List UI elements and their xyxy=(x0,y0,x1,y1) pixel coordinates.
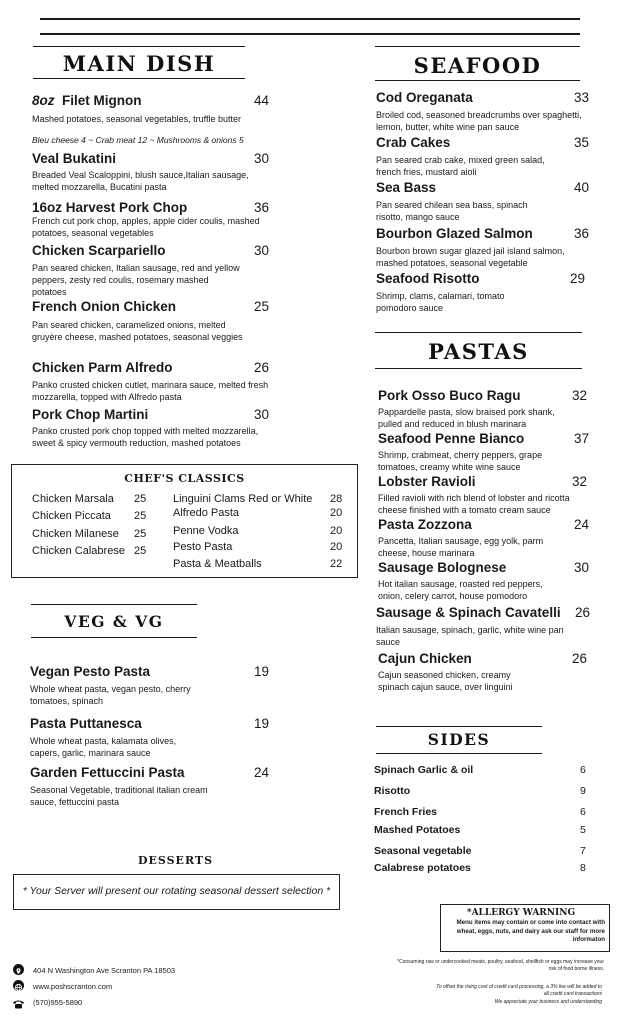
side-item-name: Mashed Potatoes xyxy=(374,824,461,836)
menu-item-price: 36 xyxy=(574,226,590,241)
classic-name: Alfredo Pasta xyxy=(173,507,240,519)
menu-item-price: 29 xyxy=(570,271,586,286)
menu-item-desc: Pan seared crab cake, mixed green salad, french fries, mustard aioli xyxy=(376,155,545,177)
menu-item-price: 40 xyxy=(574,180,590,195)
menu-item-name: Vegan Pesto Pasta xyxy=(30,664,151,679)
seafood-rule-bottom xyxy=(375,80,580,81)
menu-item-name: French Onion Chicken xyxy=(32,299,177,314)
menu-item-name: Cod Oreganata xyxy=(376,90,473,105)
menu-item-desc: Pan seared chicken, caramelized onions, melted gruyère cheese, mashed potatoes, seasonal veggies xyxy=(32,320,243,342)
appreciation-note: We appreciate your business and understanding xyxy=(494,999,602,1005)
menu-item-desc: Shrimp, clams, calamari, tomato pomodoro sauce xyxy=(376,291,505,313)
classic-price: 25 xyxy=(134,510,147,522)
credit-card-disclaimer: To offset the rising cost of credit card processing, a 3% fee will be added to all credit card transactions xyxy=(436,984,602,997)
side-item-name: French Fries xyxy=(374,806,438,818)
veg-rule-top xyxy=(31,604,197,605)
menu-item-desc: Mashed potatoes, seasonal vegetables, truffle butter xyxy=(32,114,241,124)
menu-item-desc: Breaded Veal Scaloppini, blush sauce,Italian sausage, melted mozzarella, Bucatini pasta xyxy=(32,170,249,192)
menu-item-desc: Whole wheat pasta, vegan pesto, cherry tomatoes, spinach xyxy=(30,684,191,706)
menu-item-price: 30 xyxy=(254,151,270,166)
classic-name: Chicken Piccata xyxy=(32,510,111,522)
menu-item-name: Pork Osso Buco Ragu xyxy=(378,388,521,403)
menu-item-price: 35 xyxy=(574,135,590,150)
menu-item-price: 24 xyxy=(574,517,590,532)
chefs-classics-box xyxy=(11,464,358,578)
menu-item-name: Pasta Zozzona xyxy=(378,517,472,532)
main-dish-rule-bottom xyxy=(33,78,245,79)
location-pin-icon xyxy=(13,964,24,975)
allergy-warning-title: *ALLERGY WARNING xyxy=(466,908,576,918)
menu-item-name: 8oz Filet Mignon xyxy=(32,93,142,108)
menu-item-name: Seafood Penne Bianco xyxy=(378,431,525,446)
menu-item-price: 30 xyxy=(254,243,270,258)
menu-item-desc: Bourbon brown sugar glazed jail island salmon, mashed potatoes, seasonal vegetable xyxy=(376,246,565,268)
menu-item-desc: Panko crusted pork chop topped with melted mozzarella, sweet & spicy vermouth reduction, mashed potatoes xyxy=(32,426,259,448)
seafood-title: SEAFOOD xyxy=(413,53,542,78)
menu-item-price: 32 xyxy=(572,474,588,489)
classic-price: 25 xyxy=(134,545,147,557)
sides-rule-top xyxy=(376,726,542,727)
menu-item-desc: Italian sausage, spinach, garlic, white wine pan sauce xyxy=(376,625,564,647)
menu-item-price: 19 xyxy=(254,716,270,731)
veg-title: VEG & VG xyxy=(64,612,164,631)
top-rule-1 xyxy=(40,18,580,20)
veg-rule-bottom xyxy=(31,637,197,638)
menu-item-desc: Broiled cod, seasoned breadcrumbs over spaghetti, lemon, butter, white wine pan sauce xyxy=(376,110,582,132)
seafood-rule-top xyxy=(375,46,580,47)
address-text: 404 N Washington Ave Scranton PA 18503 xyxy=(33,966,176,975)
menu-item-desc: Shrimp, crabmeat, cherry peppers, grape tomatoes, creamy white wine sauce xyxy=(378,450,543,472)
website-link[interactable]: www.poshscranton.com xyxy=(33,982,113,991)
desserts-box xyxy=(13,874,340,910)
classic-name: Pesto Pasta xyxy=(173,541,233,553)
pastas-rule-bottom xyxy=(375,368,582,369)
menu-item-name: Chicken Parm Alfredo xyxy=(32,360,173,375)
classic-price: 20 xyxy=(330,541,343,553)
main-dish-title: MAIN DISH xyxy=(62,51,216,76)
top-rule-2 xyxy=(40,33,580,35)
globe-icon xyxy=(13,980,24,991)
menu-item-name: Pork Chop Martini xyxy=(32,407,149,422)
menu-item-price: 36 xyxy=(254,200,270,215)
pastas-rule-top xyxy=(375,332,582,333)
menu-item-desc: Cajun seasoned chicken, creamy spinach cajun sauce, over linguini xyxy=(378,670,513,692)
phone-icon xyxy=(12,996,25,1006)
classic-price: 28 xyxy=(330,493,343,505)
side-item-name: Calabrese potatoes xyxy=(374,862,471,874)
classic-price: 25 xyxy=(134,528,147,540)
menu-item-price: 30 xyxy=(254,407,270,422)
pastas-title: PASTAS xyxy=(428,339,529,364)
menu-item-name: Lobster Ravioli xyxy=(378,474,476,489)
classic-price: 20 xyxy=(330,525,343,537)
menu-item-name: Cajun Chicken xyxy=(378,651,472,666)
allergy-warning-box xyxy=(440,904,610,952)
menu-item-name: Veal Bukatini xyxy=(32,151,117,166)
menu-item-desc: Pancetta, Italian sausage, egg yolk, parm cheese, house marinara xyxy=(378,536,544,558)
menu-item-price: 26 xyxy=(572,651,588,666)
menu-item-desc: French cut pork chop, apples, apple cider coulis, mashed potatoes, seasonal vegetables xyxy=(32,216,260,238)
classic-name: Pasta & Meatballs xyxy=(173,558,262,570)
classic-name: Penne Vodka xyxy=(173,525,239,537)
menu-item-name: Garden Fettuccini Pasta xyxy=(30,765,185,780)
menu-item-price: 33 xyxy=(574,90,590,105)
menu-item-price: 26 xyxy=(254,360,270,375)
side-item-price: 6 xyxy=(580,764,586,776)
menu-item-price: 30 xyxy=(574,560,590,575)
classic-name: Chicken Milanese xyxy=(32,528,119,540)
menu-item-name: Sausage & Spinach Cavatelli xyxy=(376,605,561,620)
menu-item-name: 16oz Harvest Pork Chop xyxy=(32,200,188,215)
desserts-note: * Your Server will present our rotating seasonal dessert selection * xyxy=(22,885,331,897)
menu-item-name: Sausage Bolognese xyxy=(378,560,507,575)
menu-item-desc: Pan seared chilean sea bass, spinach risotto, mango sauce xyxy=(376,200,528,222)
main-dish-rule-top xyxy=(33,46,245,47)
menu-item-desc: Panko crusted chicken cutlet, marinara sauce, melted fresh mozzarella, topped with Alfredo pasta xyxy=(32,380,269,402)
menu-item-price: 19 xyxy=(254,664,270,679)
menu-item-desc: Seasonal Vegetable, traditional italian cream sauce, fettuccini pasta xyxy=(30,785,208,807)
phone-number[interactable]: (570)955-5890 xyxy=(33,998,83,1007)
menu-item-price: 24 xyxy=(254,765,270,780)
menu-item-name: Seafood Risotto xyxy=(376,271,480,286)
menu-item-desc: Pappardelle pasta, slow braised pork shank, pulled and reduced in blush marinara xyxy=(378,407,555,429)
side-item-name: Seasonal vegetable xyxy=(374,845,472,857)
menu-item-desc: Whole wheat pasta, kalamata olives, capers, garlic, marinara sauce xyxy=(30,736,177,758)
menu-item-price: 37 xyxy=(574,431,590,446)
side-item-price: 6 xyxy=(580,806,586,818)
classic-name: Linguini Clams Red or White xyxy=(173,493,313,505)
classic-price: 22 xyxy=(330,558,343,570)
side-item-name: Spinach Garlic & oil xyxy=(374,764,474,776)
classic-name: Chicken Marsala xyxy=(32,493,114,505)
menu-item-desc: Filled ravioli with rich blend of lobster and ricotta cheese finished with a tomato cream sauce xyxy=(378,493,570,515)
classic-price: 25 xyxy=(134,493,147,505)
menu-item-addons: Bleu cheese 4 ~ Crab meat 12 ~ Mushrooms & onions 5 xyxy=(32,135,244,145)
menu-item-price: 26 xyxy=(575,605,591,620)
side-item-price: 5 xyxy=(580,824,586,836)
raw-food-disclaimer: *Consuming raw or undercooked meats, poultry, seafood, shellfish or eggs may increase your risk of food borne illness. xyxy=(397,959,604,972)
menu-item-name: Sea Bass xyxy=(376,180,437,195)
menu-item-price: 44 xyxy=(254,93,270,108)
side-item-price: 7 xyxy=(580,845,586,857)
menu-item-name: Chicken Scarpariello xyxy=(32,243,166,258)
classic-name: Chicken Calabrese xyxy=(32,545,125,557)
sides-rule-bottom xyxy=(376,753,542,754)
chefs-classics-title: CHEF'S CLASSICS xyxy=(124,472,245,485)
menu-item-name: Pasta Puttanesca xyxy=(30,716,142,731)
menu-item-name: Crab Cakes xyxy=(376,135,451,150)
menu-item-price: 32 xyxy=(572,388,588,403)
menu-item-price: 25 xyxy=(254,299,270,314)
menu-item-desc: Hot italian sausage, roasted red peppers, onion, celery carrot, house pomodoro xyxy=(378,579,543,601)
side-item-price: 9 xyxy=(580,785,586,797)
classic-price: 20 xyxy=(330,507,343,519)
desserts-title: DESSERTS xyxy=(137,854,214,867)
sides-title: SIDES xyxy=(427,730,491,749)
side-item-price: 8 xyxy=(580,862,586,874)
side-item-name: Risotto xyxy=(374,785,411,797)
menu-item-name: Bourbon Glazed Salmon xyxy=(376,226,533,241)
allergy-warning-text: Menu items may contain or come into contact with wheat, eggs, nuts, and dairy ask our staff for more informaton xyxy=(456,919,605,943)
menu-item-desc: Pan seared chicken, Italian sausage, red and yellow peppers, zesty red coulis, rosemary mashed potatoes xyxy=(32,263,240,297)
